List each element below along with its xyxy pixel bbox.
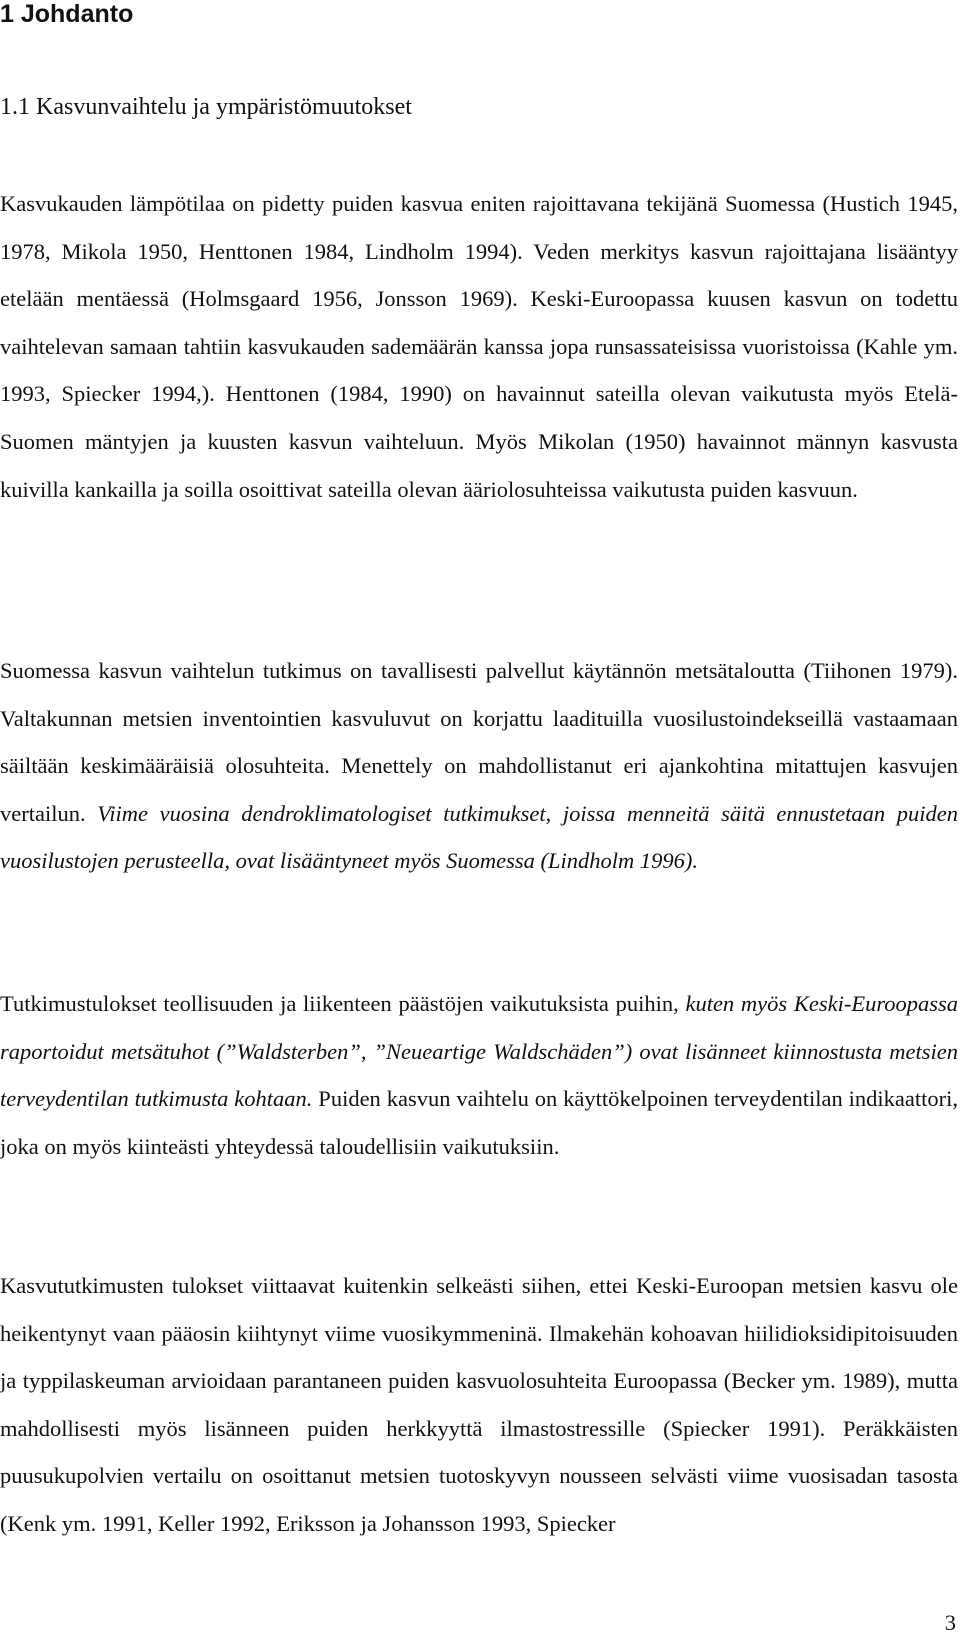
- paragraph-text: Puiden kasvun vaihtelu on käyttökelpoinen terveydentilan indikaattori, joka on myös kiinteästi yhteydessä taloudellisiin vaikutuksiin.: [0, 1086, 958, 1159]
- paragraph-italic-text: Viime vuosina dendroklimatologiset tutkimukset, joissa menneitä säitä ennustetaan puiden vuosilustojen perusteella, ovat lisääntyneet myös Suomessa (Lindholm 1996).: [0, 800, 958, 874]
- paragraph-text: Tutkimustulokset teollisuuden ja liikenteen päästöjen vaikutuksista puihin,: [0, 991, 686, 1016]
- page-number: 3: [944, 1610, 956, 1635]
- paragraph-1: [0, 180, 958, 513]
- paragraph-2: [0, 647, 958, 885]
- paragraph-text: Suomessa kasvun vaihtelun tutkimus on tavallisesti palvellut käytännön metsätaloutta (Tiihonen 1979). Valtakunnan metsien inventointien kasvuluvut on korjattu laadituilla vuosilustoindekseillä vastaamaan säiltään keskimääräisiä olosuhteita. Menettely on mahdollistanut eri ajankohtina mitattujen kasvujen vertailun.: [0, 658, 958, 826]
- paragraph-italic-text: kuten myös Keski-Euroopassa raportoidut metsätuhot (”Waldsterben”, ”Neueartige Waldschäden”) ovat lisänneet kiinnostusta metsien terveydentilan tutkimusta kohtaan.: [0, 991, 958, 1112]
- paragraph-text: Kasvututkimusten tulokset viittaavat kuitenkin selkeästi siihen, ettei Keski-Euroopan metsien kasvu ole heikentynyt vaan pääosin kiihtynyt viime vuosikymmeninä. Ilmakehän kohoavan hiilidioksidipitoisuuden ja typpilaskeuman arvioidaan parantaneen puiden kasvuolosuhteita Euroopassa (Becker ym. 1989), mutta mahdollisesti myös lisänneen puiden herkkyyttä ilmastostressille (Spiecker 1991). Peräkkäisten puusukupolvien vertailu on osoittanut metsien tuotoskyvyn nousseen selvästi viime vuosisadan tasosta (Kenk ym. 1991, Keller 1992, Eriksson ja Johansson 1993, Spiecker: [0, 1273, 958, 1536]
- paragraph-text: Kasvukauden lämpötilaa on pidetty puiden kasvua eniten rajoittavana tekijänä Suomessa (Hustich 1945, 1978, Mikola 1950, Henttonen 1984, Lindholm 1994). Veden merkitys kasvun rajoittajana lisääntyy etelään mentäessä (Holmsgaard 1956, Jonsson 1969). Keski-Euroopassa kuusen kasvun on todettu vaihtelevan samaan tahtiin kasvukauden sademäärän kanssa jopa runsassateisissa vuoristoissa (Kahle ym. 1993, Spiecker 1994,). Henttonen (1984, 1990) on havainnut sateilla olevan vaikutusta myös Etelä-Suomen mäntyjen ja kuusten kasvun vaihteluun. Myös Mikolan (1950) havainnot männyn kasvusta kuivilla kankailla ja soilla osoittivat sateilla olevan ääriolosuhteissa vaikutusta puiden kasvuun.: [0, 191, 958, 502]
- section-heading: 1.1 Kasvunvaihtelu ja ympäristömuutokset: [0, 94, 412, 120]
- paragraph-4: [0, 1262, 958, 1548]
- chapter-heading: 1 Johdanto: [0, 0, 134, 28]
- paragraph-3: [0, 980, 958, 1170]
